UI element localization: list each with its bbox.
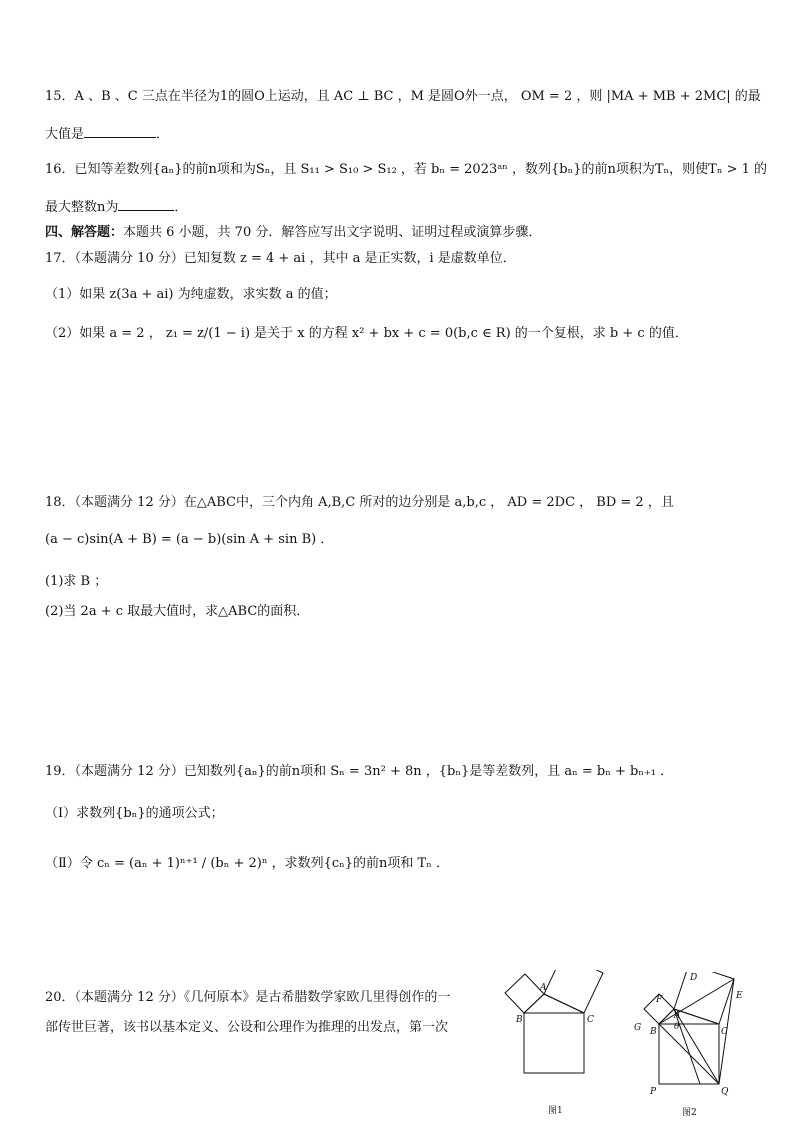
q15-answer-blank [84, 125, 156, 138]
figure-1-pythagoras [496, 970, 626, 1120]
fig2-label-theta: θ [674, 1022, 680, 1032]
fig2-label-b: B [650, 1027, 657, 1037]
fig2-label-d: D [690, 973, 698, 983]
fig2-label-p: P [650, 1087, 657, 1097]
q16-line2-end: ． [174, 200, 188, 215]
fig1-caption: 图1 [548, 1106, 563, 1116]
fig1-label-b: B [516, 1015, 523, 1025]
fig1-label-a: A [540, 983, 547, 993]
q20-line1: 20．（本题满分 12 分）《几何原本》是古希腊数学家欧几里得创作的一 [45, 990, 451, 1005]
fig2-label-a: A [674, 1011, 681, 1021]
q19-part1: （Ⅰ）求数列{bₙ}的通项公式； [45, 806, 224, 821]
fig2-label-q: Q [721, 1087, 729, 1097]
fig1-label-c: C [587, 1015, 594, 1025]
q18-equation: (a − c)sin(A + B) = (a − b)(sin A + sin B) ． [45, 532, 334, 547]
q20-line2: 部传世巨著，该书以基本定义、公设和公理作为推理的出发点，第一次 [45, 1020, 449, 1035]
q17-part1: （1）如果 z(3a + ai) 为纯虚数，求实数 a 的值； [45, 287, 337, 302]
fig2-label-c: C [721, 1027, 728, 1037]
section-text: 本题共 6 小题，共 70 分．解答应写出文字说明、证明过程或演算步骤． [123, 225, 542, 240]
q15-line2-end: ． [156, 127, 170, 142]
q15-line2 [45, 125, 169, 144]
fig2-label-e: E [736, 991, 743, 1001]
q18-part2: (2)当 2a + c 取最大值时，求△ABC的面积． [45, 604, 310, 619]
fig2-line-bq [659, 1024, 719, 1084]
section-title: 四、解答题： [45, 225, 124, 240]
q18-stem: 18．（本题满分 12 分）在△ABC中，三个内角 A,B,C 所对的边分别是 a,b,c ， AD = 2DC ， BD = 2 ，且 [45, 495, 674, 510]
fig2-label-f: F [656, 995, 663, 1005]
q16-line2-text: 最大整数n为 [45, 200, 119, 215]
fig2-square-ac [674, 972, 734, 1024]
q17-stem: 17．（本题满分 10 分）已知复数 z = 4 + ai ，其中 a 是正实数，i 是虚数单位． [45, 251, 516, 266]
q19-stem: 19．（本题满分 12 分）已知数列{aₙ}的前n项和 Sₙ = 3n² + 8n ，{bₙ}是等差数列，且 aₙ = bₙ + bₙ₊₁ ． [45, 764, 674, 779]
fig2-line-be [659, 979, 734, 1024]
fig2-caption: 图2 [682, 1108, 697, 1118]
q16-line1: 16．已知等差数列{aₙ}的前n项和为Sₙ，且 S₁₁ > S₁₀ > S₁₂ ，若 bₙ = 2023ᵃⁿ ，数列{bₙ}的前n项积为Tₙ，则使Tₙ > 1 的 [45, 162, 768, 177]
fig2-label-g: G [634, 1023, 642, 1033]
figure-2-construction [630, 972, 760, 1122]
fig2-triangle [659, 1009, 719, 1024]
fig1-square-ab [505, 974, 544, 1013]
q16-line2 [45, 198, 187, 217]
fig1-triangle [524, 994, 584, 1013]
q16-answer-blank [118, 198, 174, 211]
q15-line1: 15．A 、B 、C 三点在半径为1的圆O上运动，且 AC ⊥ BC ，M 是圆O外一点， OM = 2 ，则 |MA + MB + 2MC| 的最 [45, 89, 761, 104]
q17-part2: （2）如果 a = 2 ， z₁ = z/(1 − i) 是关于 x 的方程 x² + bx + c = 0(b,c ∈ R) 的一个复根，求 b + c 的值． [45, 326, 688, 341]
fig1-square-ac [544, 970, 603, 1013]
q18-part1: (1)求 B ； [45, 574, 108, 589]
q15-line2-text: 大值是 [45, 127, 85, 142]
fig1-square-bc [524, 1013, 584, 1073]
q19-part2: （Ⅱ）令 cₙ = (aₙ + 1)ⁿ⁺¹ / (bₙ + 2)ⁿ ，求数列{cₙ}的前n项和 Tₙ ． [45, 856, 449, 871]
section-heading [45, 224, 541, 242]
